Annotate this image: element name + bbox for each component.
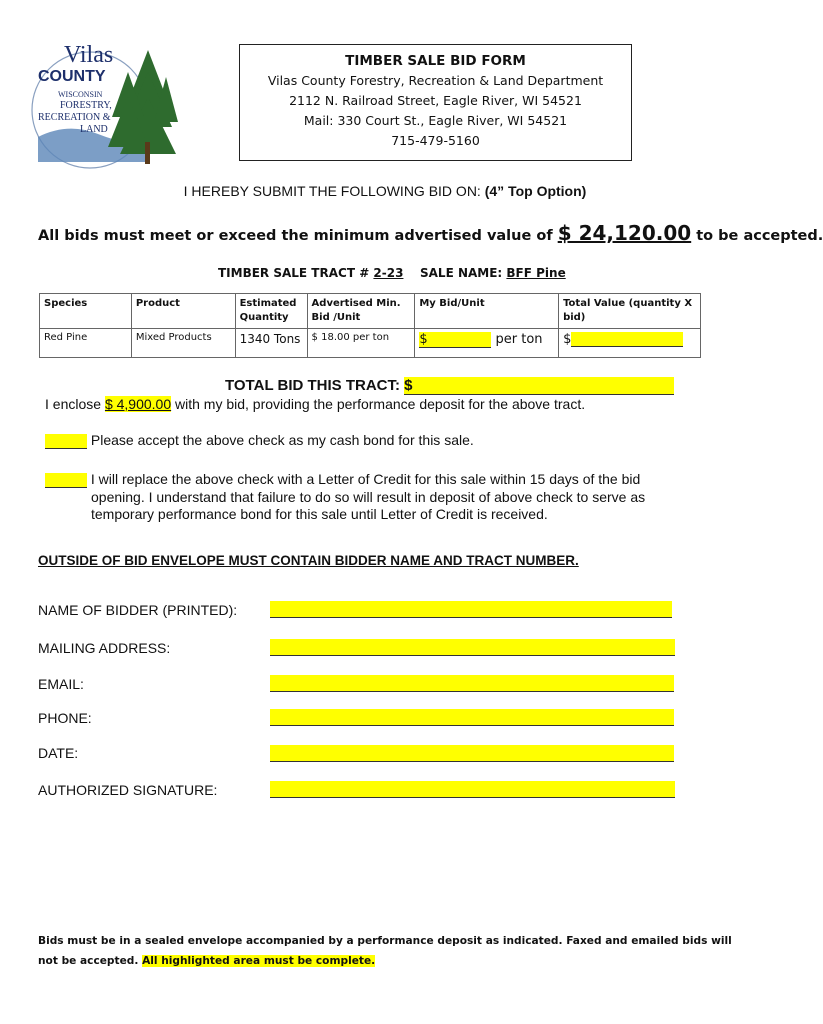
table-header-row bbox=[40, 294, 701, 329]
tract-number: 2-23 bbox=[373, 266, 404, 280]
logo-forestry: FORESTRY, bbox=[60, 100, 112, 111]
header-product: Product bbox=[131, 294, 235, 329]
signature-input[interactable] bbox=[270, 781, 675, 798]
cell-my-bid: $ per ton bbox=[415, 329, 559, 358]
cell-min-bid: $ 18.00 per ton bbox=[307, 329, 415, 358]
cell-total-value: $ bbox=[559, 329, 701, 358]
total-value-input[interactable] bbox=[571, 332, 683, 347]
street-address: 2112 N. Railroad Street, Eagle River, WI 54521 bbox=[289, 93, 582, 108]
logo-wisconsin: WISCONSIN bbox=[58, 90, 103, 99]
table-row bbox=[40, 329, 701, 358]
logo-vilas: Vilas bbox=[64, 42, 114, 68]
top-option: (4” Top Option) bbox=[484, 183, 587, 199]
total-bid-input[interactable]: $ bbox=[404, 377, 674, 395]
email-input[interactable] bbox=[270, 675, 674, 692]
option-cash-bond: Please accept the above check as my cash bond for this sale. bbox=[45, 432, 474, 449]
tract-line: TIMBER SALE TRACT # 2-23 bbox=[218, 266, 404, 280]
cell-quantity: 1340 Tons bbox=[235, 329, 307, 358]
submit-statement: I HEREBY SUBMIT THE FOLLOWING BID ON: (4” Top Option) bbox=[183, 183, 587, 199]
date-input[interactable] bbox=[270, 745, 674, 762]
mailing-address-input[interactable] bbox=[270, 639, 675, 656]
my-bid-input[interactable]: $ bbox=[419, 332, 491, 348]
label-mailing-address: MAILING ADDRESS: bbox=[38, 640, 171, 656]
form-title: TIMBER SALE BID FORM bbox=[345, 53, 526, 69]
label-authorized-signature: AUTHORIZED SIGNATURE: bbox=[38, 782, 218, 798]
label-date: DATE: bbox=[38, 745, 79, 761]
minimum-amount: $ 24,120.00 bbox=[557, 221, 692, 245]
department-name: Vilas County Forestry, Recreation & Land Department bbox=[267, 73, 604, 88]
header-my-bid: My Bid/Unit bbox=[415, 294, 559, 329]
header-species: Species bbox=[40, 294, 132, 329]
header-min-bid: Advertised Min. Bid /Unit bbox=[307, 294, 415, 329]
header-quantity: Estimated Quantity bbox=[235, 294, 307, 329]
logo-recreation: RECREATION & bbox=[38, 112, 111, 123]
header-total-value: Total Value (quantity X bid) bbox=[559, 294, 701, 329]
label-phone: PHONE: bbox=[38, 710, 92, 726]
total-bid-line: TOTAL BID THIS TRACT: $ bbox=[225, 377, 674, 395]
sale-name-line: SALE NAME: BFF Pine bbox=[420, 266, 566, 280]
enclose-statement: I enclose $ 4,900.00 with my bid, providing the performance deposit for the above tract. bbox=[45, 396, 586, 412]
header-box bbox=[239, 44, 632, 161]
logo-land: LAND bbox=[80, 124, 108, 135]
option-letter-of-credit: I will replace the above check with a Letter of Credit for this sale within 15 days of the bid bbox=[45, 470, 640, 488]
minimum-value-statement: All bids must meet or exceed the minimum advertised value of $ 24,120.00 to be accepted. bbox=[38, 221, 823, 245]
bid-table bbox=[39, 293, 701, 358]
credit-text-line2: opening. I understand that failure to do so will result in deposit of above check to serve as bbox=[91, 489, 646, 505]
phone-number: 715-479-5160 bbox=[391, 133, 480, 148]
cash-bond-check-blank[interactable] bbox=[45, 434, 87, 449]
vilas-county-logo bbox=[28, 42, 188, 172]
envelope-notice: OUTSIDE OF BID ENVELOPE MUST CONTAIN BIDDER NAME AND TRACT NUMBER. bbox=[38, 553, 579, 568]
credit-text-line3: temporary performance bond for this sale until Letter of Credit is received. bbox=[91, 506, 548, 522]
deposit-amount: $ 4,900.00 bbox=[104, 396, 172, 412]
footer-notice: Bids must be in a sealed envelope accompanied by a performance deposit as indicated. Faxed and emailed bids will not be accepted. All highlighted area must be complete. bbox=[38, 935, 732, 967]
phone-input[interactable] bbox=[270, 709, 674, 726]
footer-highlight: All highlighted area must be complete. bbox=[142, 955, 376, 967]
sale-name: BFF Pine bbox=[506, 266, 566, 280]
label-bidder-name: NAME OF BIDDER (PRINTED): bbox=[38, 602, 238, 618]
cell-product: Mixed Products bbox=[131, 329, 235, 358]
bidder-name-input[interactable] bbox=[270, 601, 672, 618]
label-email: EMAIL: bbox=[38, 676, 84, 692]
logo-county: COUNTY bbox=[38, 68, 106, 85]
letter-of-credit-check-blank[interactable] bbox=[45, 473, 87, 488]
cell-species: Red Pine bbox=[40, 329, 132, 358]
mail-address: Mail: 330 Court St., Eagle River, WI 54521 bbox=[303, 113, 568, 128]
